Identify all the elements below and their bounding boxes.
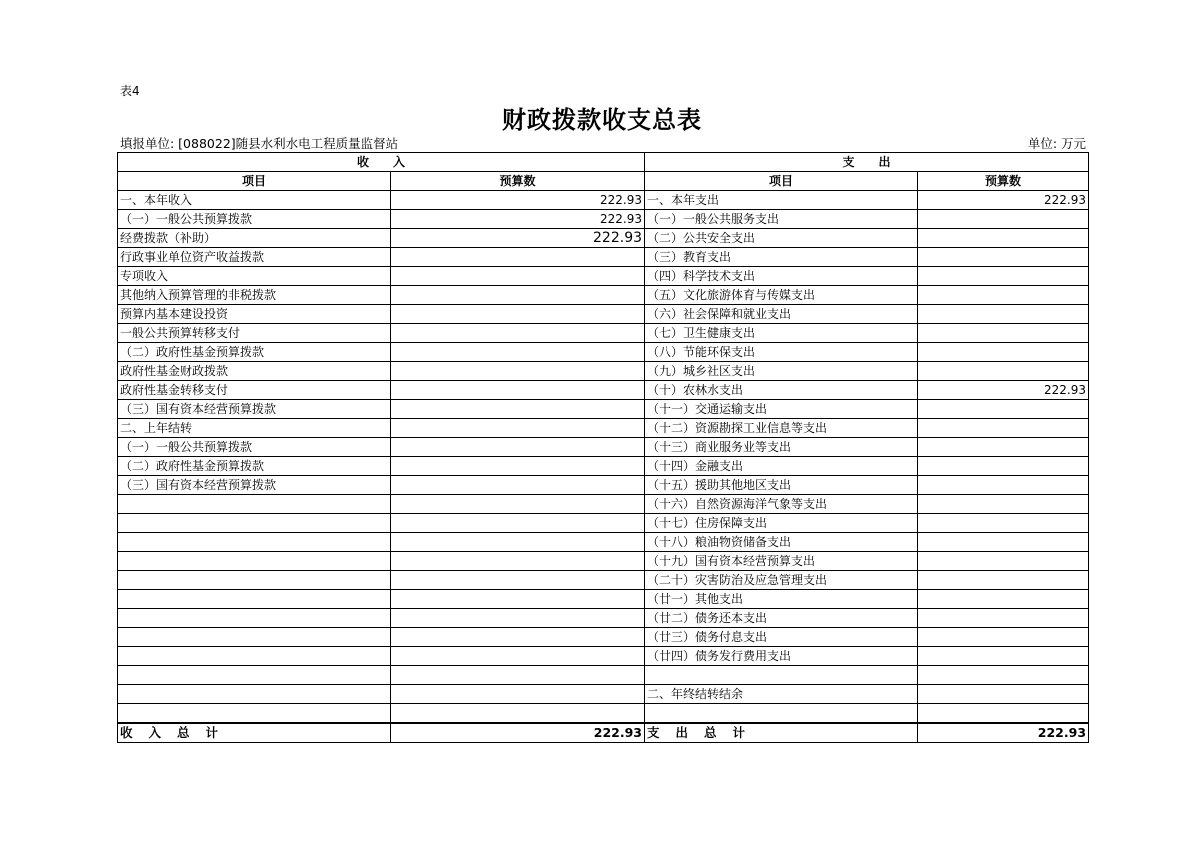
reporting-unit: 填报单位: [088022]随县水利水电工程质量监督站 xyxy=(120,136,399,151)
table-row xyxy=(118,248,1089,267)
table-row xyxy=(118,685,1089,704)
expense-value-cell xyxy=(918,514,1089,533)
income-item-cell: 一、本年收入 xyxy=(118,191,391,210)
income-value-cell xyxy=(391,590,645,609)
income-item-cell xyxy=(118,666,391,685)
table-row xyxy=(118,400,1089,419)
table-row xyxy=(118,495,1089,514)
income-item-cell xyxy=(118,685,391,704)
section-header-row xyxy=(118,153,1089,172)
table-row xyxy=(118,590,1089,609)
expense-value-cell xyxy=(918,495,1089,514)
income-value-cell xyxy=(391,381,645,400)
table-row xyxy=(118,381,1089,400)
income-item-cell: 专项收入 xyxy=(118,267,391,286)
income-item-cell xyxy=(118,495,391,514)
budget-table xyxy=(117,152,1089,743)
expense-value-cell xyxy=(918,267,1089,286)
page-title: 财政拨款收支总表 xyxy=(502,105,702,134)
expense-value-cell xyxy=(918,229,1089,248)
expense-budget-header: 预算数 xyxy=(918,172,1089,191)
income-item-cell: （一）一般公共预算拨款 xyxy=(118,438,391,457)
income-value-cell xyxy=(391,362,645,381)
income-item-cell: 经费拨款（补助） xyxy=(118,229,391,248)
income-item-cell: 二、上年结转 xyxy=(118,419,391,438)
table-row xyxy=(118,438,1089,457)
income-value-cell xyxy=(391,533,645,552)
income-value-cell xyxy=(391,438,645,457)
income-value-cell xyxy=(391,685,645,704)
income-value-cell xyxy=(391,666,645,685)
column-header-row xyxy=(118,172,1089,191)
expense-item-cell: （八）节能环保支出 xyxy=(645,343,918,362)
expense-item-cell: （十二）资源勘探工业信息等支出 xyxy=(645,419,918,438)
income-value-cell xyxy=(391,476,645,495)
expense-item-cell: （二十）灾害防治及应急管理支出 xyxy=(645,571,918,590)
expense-value-cell: 222.93 xyxy=(918,381,1089,400)
income-item-cell xyxy=(118,552,391,571)
expense-item-cell: （廿二）债务还本支出 xyxy=(645,609,918,628)
expense-value-cell xyxy=(918,457,1089,476)
table-row xyxy=(118,305,1089,324)
table-body xyxy=(118,191,1089,724)
table-row xyxy=(118,286,1089,305)
income-value-cell xyxy=(391,628,645,647)
expense-value-cell xyxy=(918,590,1089,609)
income-item-cell: 一般公共预算转移支付 xyxy=(118,324,391,343)
expense-item-cell: （十四）金融支出 xyxy=(645,457,918,476)
income-item-cell: 其他纳入预算管理的非税拨款 xyxy=(118,286,391,305)
income-value-cell xyxy=(391,609,645,628)
income-value-cell: 222.93 xyxy=(391,191,645,210)
expense-item-cell: （十七）住房保障支出 xyxy=(645,514,918,533)
expense-total-value: 222.93 xyxy=(918,723,1089,743)
income-section-header: 收 入 xyxy=(118,153,645,172)
income-value-cell xyxy=(391,305,645,324)
income-item-header: 项目 xyxy=(118,172,391,191)
table-row xyxy=(118,571,1089,590)
table-row xyxy=(118,704,1089,724)
income-item-cell xyxy=(118,647,391,666)
expense-item-cell: （六）社会保障和就业支出 xyxy=(645,305,918,324)
income-item-cell xyxy=(118,704,391,724)
table-row xyxy=(118,324,1089,343)
income-value-cell: 222.93 xyxy=(391,210,645,229)
expense-item-header: 项目 xyxy=(645,172,918,191)
table-row xyxy=(118,647,1089,666)
expense-item-cell: （十五）援助其他地区支出 xyxy=(645,476,918,495)
expense-item-cell: （十三）商业服务业等支出 xyxy=(645,438,918,457)
income-value-cell xyxy=(391,248,645,267)
expense-item-cell: （四）科学技术支出 xyxy=(645,267,918,286)
expense-value-cell xyxy=(918,343,1089,362)
expense-value-cell xyxy=(918,685,1089,704)
income-item-cell: （二）政府性基金预算拨款 xyxy=(118,343,391,362)
expense-item-cell: （十八）粮油物资储备支出 xyxy=(645,533,918,552)
income-value-cell xyxy=(391,324,645,343)
table-row xyxy=(118,609,1089,628)
income-item-cell: （二）政府性基金预算拨款 xyxy=(118,457,391,476)
expense-value-cell xyxy=(918,609,1089,628)
income-item-cell: 政府性基金转移支付 xyxy=(118,381,391,400)
table-row xyxy=(118,229,1089,248)
expense-value-cell xyxy=(918,362,1089,381)
expense-item-cell xyxy=(645,666,918,685)
income-value-cell: 222.93 xyxy=(391,229,645,248)
income-item-cell: （三）国有资本经营预算拨款 xyxy=(118,400,391,419)
expense-value-cell: 222.93 xyxy=(918,191,1089,210)
expense-value-cell xyxy=(918,324,1089,343)
expense-item-cell: （十九）国有资本经营预算支出 xyxy=(645,552,918,571)
expense-value-cell xyxy=(918,666,1089,685)
table-row xyxy=(118,343,1089,362)
income-value-cell xyxy=(391,457,645,476)
table-row xyxy=(118,666,1089,685)
income-item-cell: （三）国有资本经营预算拨款 xyxy=(118,476,391,495)
income-value-cell xyxy=(391,343,645,362)
income-item-cell xyxy=(118,590,391,609)
expense-value-cell xyxy=(918,438,1089,457)
expense-value-cell xyxy=(918,628,1089,647)
expense-item-cell: （二）公共安全支出 xyxy=(645,229,918,248)
expense-item-cell: （三）教育支出 xyxy=(645,248,918,267)
income-budget-header: 预算数 xyxy=(391,172,645,191)
table-row xyxy=(118,514,1089,533)
income-value-cell xyxy=(391,552,645,571)
income-value-cell xyxy=(391,704,645,724)
total-row xyxy=(118,723,1089,743)
expense-item-cell: （廿一）其他支出 xyxy=(645,590,918,609)
expense-item-cell xyxy=(645,704,918,724)
income-item-cell: 行政事业单位资产收益拨款 xyxy=(118,248,391,267)
expense-value-cell xyxy=(918,533,1089,552)
expense-item-cell: 一、本年支出 xyxy=(645,191,918,210)
income-item-cell: （一）一般公共预算拨款 xyxy=(118,210,391,229)
expense-value-cell xyxy=(918,305,1089,324)
income-item-cell xyxy=(118,514,391,533)
income-total-value: 222.93 xyxy=(391,723,645,743)
income-value-cell xyxy=(391,647,645,666)
income-value-cell xyxy=(391,495,645,514)
table-row xyxy=(118,533,1089,552)
income-item-cell: 政府性基金财政拨款 xyxy=(118,362,391,381)
table-row xyxy=(118,457,1089,476)
income-value-cell xyxy=(391,286,645,305)
income-value-cell xyxy=(391,514,645,533)
income-item-cell xyxy=(118,533,391,552)
expense-value-cell xyxy=(918,704,1089,724)
table-row xyxy=(118,419,1089,438)
expense-value-cell xyxy=(918,400,1089,419)
expense-item-cell: （七）卫生健康支出 xyxy=(645,324,918,343)
expense-item-cell: （五）文化旅游体育与传媒支出 xyxy=(645,286,918,305)
table-number: 表4 xyxy=(120,84,140,98)
income-value-cell xyxy=(391,571,645,590)
expense-value-cell xyxy=(918,571,1089,590)
expense-item-cell: （廿三）债务付息支出 xyxy=(645,628,918,647)
income-item-cell xyxy=(118,609,391,628)
table-row xyxy=(118,191,1089,210)
expense-value-cell xyxy=(918,248,1089,267)
expense-value-cell xyxy=(918,647,1089,666)
expense-item-cell: （十一）交通运输支出 xyxy=(645,400,918,419)
expense-item-cell: 二、年终结转结余 xyxy=(645,685,918,704)
expense-total-label: 支出总计 xyxy=(645,723,918,743)
income-item-cell: 预算内基本建设投资 xyxy=(118,305,391,324)
expense-item-cell: （九）城乡社区支出 xyxy=(645,362,918,381)
expense-value-cell xyxy=(918,210,1089,229)
table-row xyxy=(118,267,1089,286)
expense-item-cell: （十）农林水支出 xyxy=(645,381,918,400)
table-row xyxy=(118,362,1089,381)
income-total-label: 收入总计 xyxy=(118,723,391,743)
income-value-cell xyxy=(391,267,645,286)
income-value-cell xyxy=(391,419,645,438)
expense-item-cell: （廿四）债务发行费用支出 xyxy=(645,647,918,666)
currency-unit: 单位: 万元 xyxy=(1027,136,1086,151)
expense-item-cell: （一）一般公共服务支出 xyxy=(645,210,918,229)
expense-value-cell xyxy=(918,552,1089,571)
income-item-cell xyxy=(118,628,391,647)
expense-item-cell: （十六）自然资源海洋气象等支出 xyxy=(645,495,918,514)
expense-value-cell xyxy=(918,476,1089,495)
expense-value-cell xyxy=(918,419,1089,438)
income-item-cell xyxy=(118,571,391,590)
table-row xyxy=(118,552,1089,571)
table-row xyxy=(118,476,1089,495)
expense-value-cell xyxy=(918,286,1089,305)
table-row xyxy=(118,628,1089,647)
income-value-cell xyxy=(391,400,645,419)
expense-section-header: 支 出 xyxy=(645,153,1089,172)
table-row xyxy=(118,210,1089,229)
